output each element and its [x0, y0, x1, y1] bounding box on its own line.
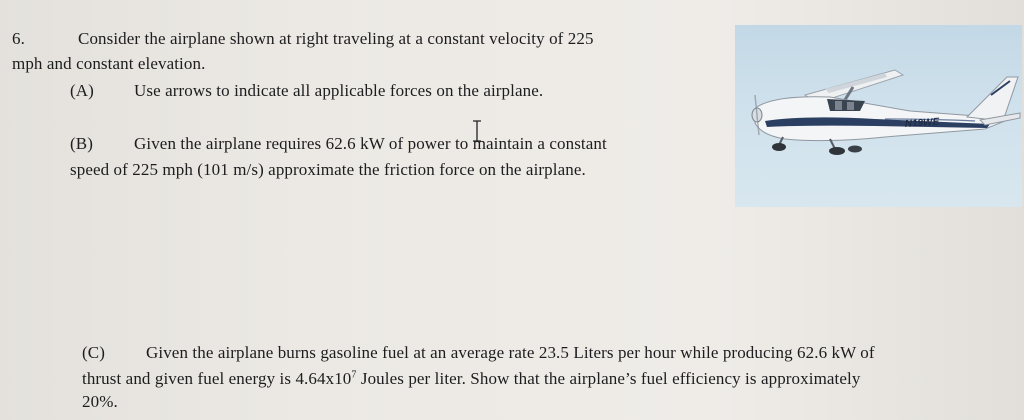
part-b-line2: speed of 225 mph (101 m/s) approximate the friction force on the airplane.	[70, 160, 586, 179]
airplane-photo	[735, 25, 1022, 207]
part-c-label: (C)	[82, 343, 105, 362]
part-b-label: (B)	[70, 134, 93, 153]
question-intro-line2: mph and constant elevation.	[12, 54, 206, 73]
airplane-icon	[735, 25, 1022, 207]
part-b-line1: Given the airplane requires 62.6 kW of power to maintain a constant	[134, 134, 607, 153]
part-c-line3: 20%.	[82, 392, 118, 411]
question-intro-line1: Consider the airplane shown at right traveling at a constant velocity of 225	[78, 29, 594, 48]
part-a-text: Use arrows to indicate all applicable forces on the airplane.	[134, 81, 544, 100]
question-number: 6.	[12, 29, 25, 48]
part-c-line1: Given the airplane burns gasoline fuel at an average rate 23.5 Liters per hour while producing 62.6 kW of	[146, 343, 875, 362]
part-c-line2: thrust and given fuel energy is $4.64x10^7$ Joules per liter. Show that the airplane’s fuel efficiency is approximately	[82, 369, 861, 388]
text-cursor-icon	[472, 120, 482, 142]
svg-text:N19WE: N19WE	[904, 116, 940, 130]
part-a-label: (A)	[70, 81, 94, 100]
